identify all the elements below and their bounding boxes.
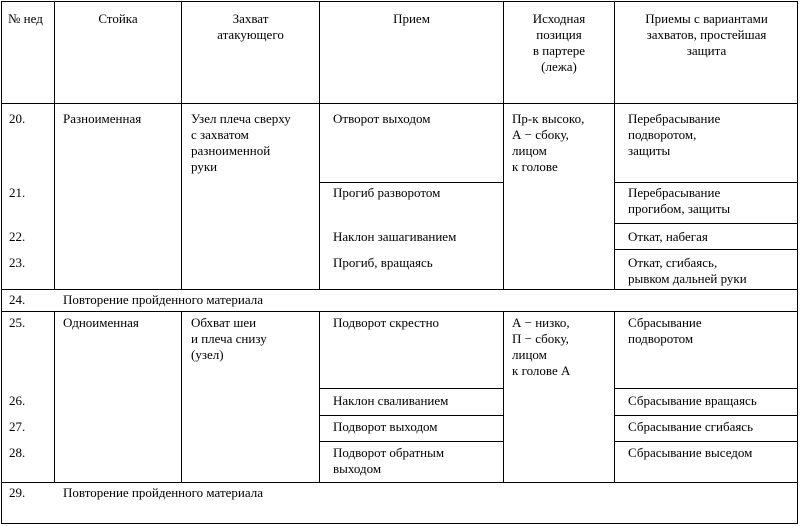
start-position-cell: Пр-к высоко, А − сбоку, лицом к голове <box>512 111 585 174</box>
stance-cell: Одноименная <box>63 315 139 330</box>
row-num: 27. <box>9 419 26 434</box>
technique-cell: Подворот выходом <box>333 419 438 434</box>
grip-cell: Обхват шеи и плеча снизу (узел) <box>191 315 267 362</box>
rule <box>614 182 798 183</box>
row-num: 28. <box>9 445 26 460</box>
rule <box>503 311 504 482</box>
row-num: 23. <box>9 255 26 270</box>
technique-cell: Прогиб, вращаясь <box>333 255 433 270</box>
rule <box>319 1 320 289</box>
row-num: 25. <box>9 315 26 330</box>
rule <box>1 311 798 312</box>
rule <box>181 1 182 289</box>
variant-cell: Перебрасывание прогибом, защиты <box>628 185 731 216</box>
rule <box>319 415 503 416</box>
technique-cell: Отворот выходом <box>333 111 431 126</box>
header-grip: Захват атакующего <box>217 11 284 42</box>
rule <box>54 1 55 289</box>
rule <box>614 441 798 442</box>
grip-cell: Узел плеча сверху с захватом разноименной руки <box>191 111 291 174</box>
header-variants: Приемы с вариантами захватов, простейшая защита <box>645 11 768 58</box>
variant-cell: Сбрасывание подворотом <box>628 315 702 346</box>
row-num: 29. <box>9 485 26 500</box>
rule <box>319 182 503 183</box>
rule <box>614 311 615 482</box>
rule <box>319 388 503 389</box>
technique-cell: Прогиб разворотом <box>333 185 441 200</box>
rule <box>319 441 503 442</box>
header-technique: Прием <box>393 11 430 26</box>
row-num: 20. <box>9 111 26 126</box>
stance-cell: Разноименная <box>63 111 142 126</box>
start-position-cell: А − низко, П − сбоку, лицом к голове А <box>512 315 571 378</box>
header-num: № нед <box>8 11 43 26</box>
technique-cell: Наклон сваливанием <box>333 393 449 408</box>
rule <box>181 311 182 482</box>
variant-cell: Откат, набегая <box>628 229 708 244</box>
technique-cell: Наклон зашагиванием <box>333 229 457 244</box>
variant-cell: Перебрасывание подворотом, защиты <box>628 111 721 158</box>
rule <box>614 388 798 389</box>
review-text: Повторение пройденного материала <box>63 292 264 307</box>
rule <box>54 311 55 482</box>
row-num: 22. <box>9 229 26 244</box>
rule <box>614 415 798 416</box>
technique-cell: Подворот обратным выходом <box>333 445 445 476</box>
rule <box>1 103 798 104</box>
header-start-position: Исходная позиция в партере (лежа) <box>532 11 586 74</box>
technique-cell: Подворот скрестно <box>333 315 440 330</box>
row-num: 21. <box>9 185 26 200</box>
rule <box>1 289 798 290</box>
variant-cell: Сбрасывание выседом <box>628 445 753 460</box>
review-text: Повторение пройденного материала <box>63 485 264 500</box>
header-stance: Стойка <box>98 11 138 26</box>
variant-cell: Сбрасывание вращаясь <box>628 393 757 408</box>
variant-cell: Сбрасывание сгибаясь <box>628 419 754 434</box>
rule <box>1 482 798 483</box>
rule <box>319 311 320 482</box>
row-num: 26. <box>9 393 26 408</box>
row-num: 24. <box>9 292 26 307</box>
rule <box>614 223 798 224</box>
variant-cell: Откат, сгибаясь, рывком дальней руки <box>628 255 747 286</box>
rule <box>614 249 798 250</box>
